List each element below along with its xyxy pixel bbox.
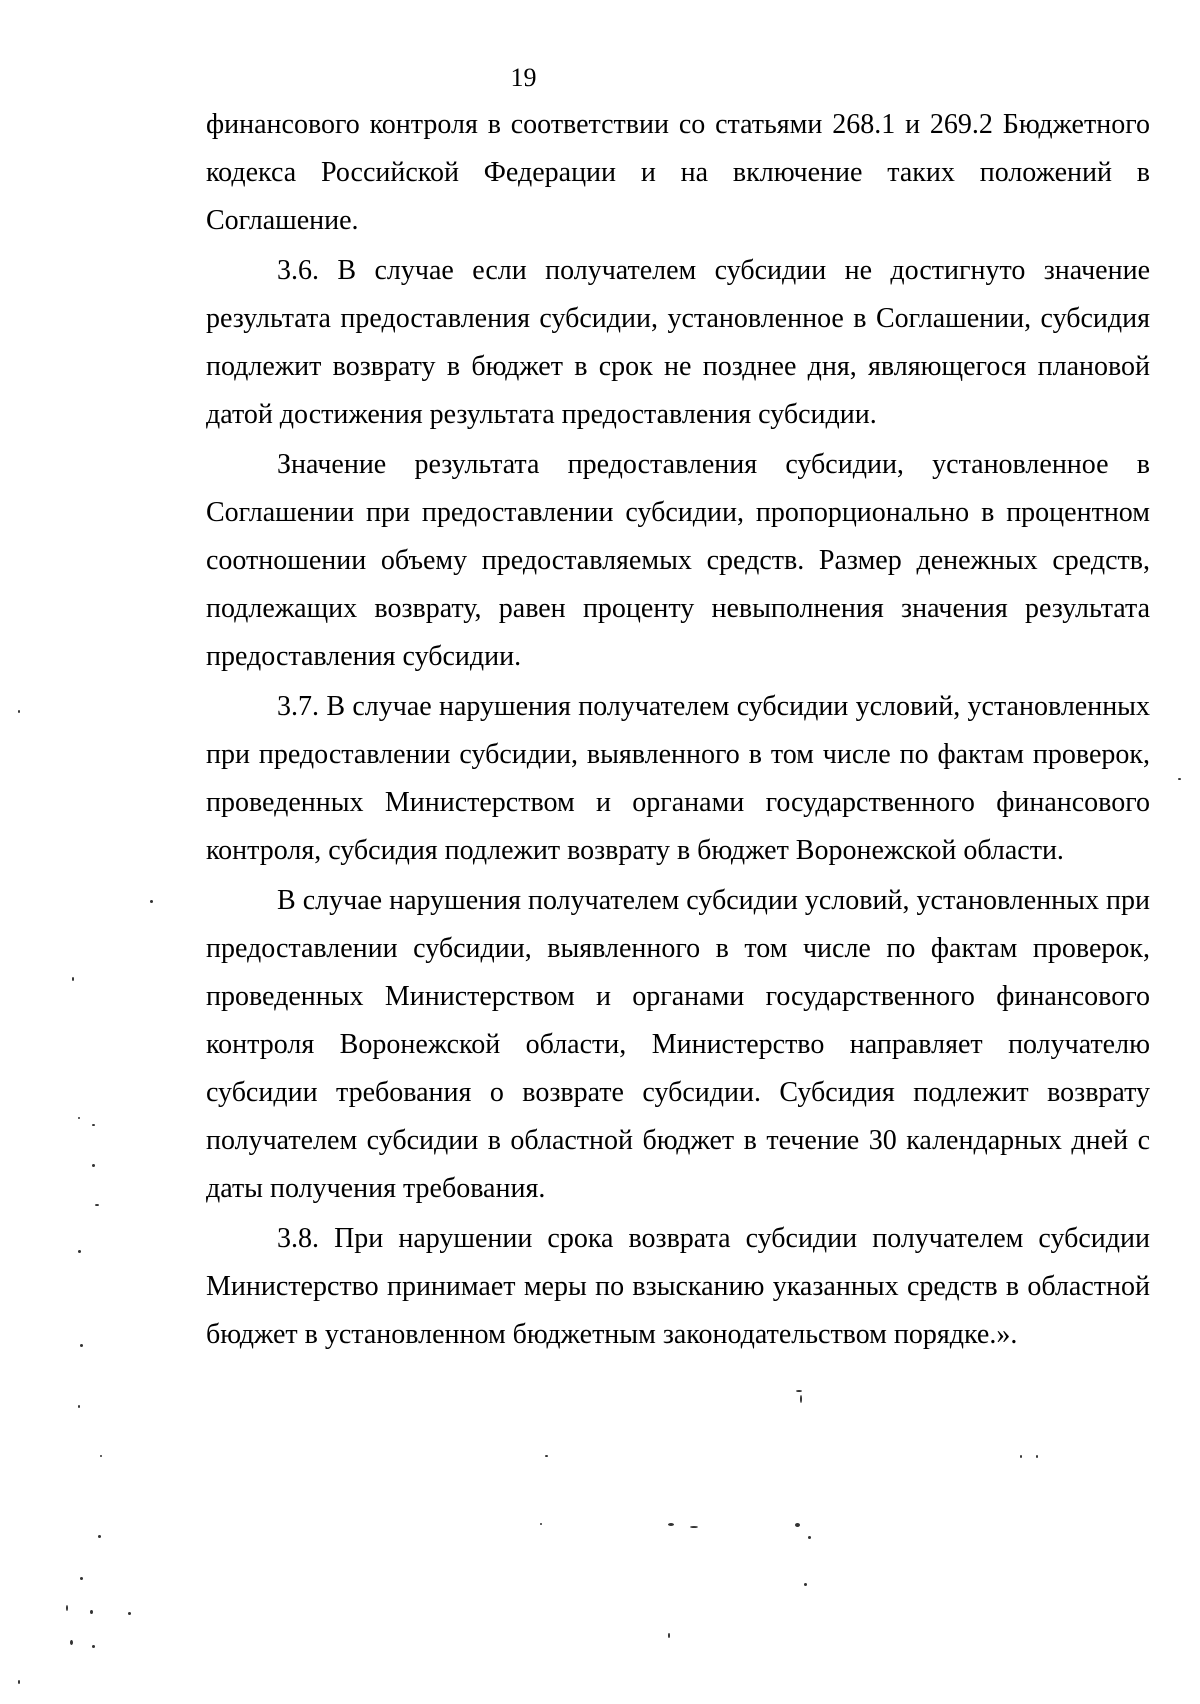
scan-speck xyxy=(545,1455,548,1457)
scan-speck xyxy=(540,1523,542,1525)
scan-speck xyxy=(80,1344,83,1347)
paragraph-clause-3-6: 3.6. В случае если получателем субсидии не достигнуто значение результата предоставления субсидии, установленное в Соглашении, субсидия подлежит возврату в бюджет в срок не позднее дня, являющегося плановой датой достижения результата предоставления субсидии. xyxy=(206,255,1150,430)
scan-speck xyxy=(804,1583,807,1586)
scan-speck xyxy=(668,1633,670,1638)
scan-speck xyxy=(100,1455,102,1457)
paragraph-clause-3-7-second: В случае нарушения получателем субсидии условий, установленных при предоставлении субсидии, выявленного в том числе по фактам проверок, проведенных Министерством и органами государственного финансового контроля Воронежской области, Министерство направляет получателю субсидии требования о возврате субсидии. Субсидия подлежит возврату получателем субсидии в областной бюджет в течение 30 календарных дней с даты получения требования. xyxy=(206,885,1150,1204)
scan-speck xyxy=(95,1204,99,1206)
scan-speck xyxy=(128,1612,131,1615)
scan-speck xyxy=(1036,1455,1038,1458)
scan-speck xyxy=(78,1250,81,1253)
scan-speck xyxy=(78,1117,80,1119)
paragraph-clause-3-7: 3.7. В случае нарушения получателем субсидии условий, установленных при предоставлении субсидии, выявленного в том числе по фактам проверок, проведенных Министерством и органами государственного финансового контроля, субсидия подлежит возврату в бюджет Воронежской области. xyxy=(206,691,1150,866)
scan-speck xyxy=(18,1680,20,1684)
scan-speck xyxy=(98,1535,101,1538)
paragraph-clause-3-6-second: Значение результата предоставления субсидии, установленное в Соглашении при предоставлении субсидии, пропорционально в процентном соотношении объему предоставляемых средств. Размер денежных средств, подлежащих возврату, равен проценту невыполнения значения результата предоставления субсидии. xyxy=(206,449,1150,672)
scan-speck xyxy=(1178,778,1181,780)
page-number: 19 xyxy=(510,63,537,92)
scan-speck xyxy=(78,1405,80,1408)
scan-speck xyxy=(808,1536,811,1539)
scan-speck xyxy=(690,1526,698,1528)
scan-speck xyxy=(92,1164,95,1167)
scan-speck xyxy=(72,977,74,981)
scan-speck xyxy=(90,1610,93,1614)
scan-speck xyxy=(92,1645,95,1648)
paragraph-continuation: финансового контроля в соответствии со статьями 268.1 и 269.2 Бюджетного кодекса Российской Федерации и на включение таких положений в Соглашение. xyxy=(206,109,1150,236)
scan-speck xyxy=(18,710,20,713)
scan-speck xyxy=(800,1395,802,1403)
scan-speck xyxy=(150,900,153,903)
scan-speck xyxy=(795,1523,800,1527)
paragraph-clause-3-8: 3.8. При нарушении срока возврата субсидии получателем субсидии Министерство принимает меры по взысканию указанных средств в областной бюджет в установленном бюджетным законодательством порядке.». xyxy=(206,1223,1150,1350)
scan-speck xyxy=(1020,1455,1022,1458)
scan-speck xyxy=(796,1390,802,1392)
scan-speck xyxy=(668,1523,674,1526)
document-body xyxy=(206,101,1150,1361)
scan-speck xyxy=(92,1124,95,1126)
scan-speck xyxy=(66,1605,68,1611)
scan-speck xyxy=(70,1640,73,1645)
scan-speck xyxy=(80,1577,83,1580)
